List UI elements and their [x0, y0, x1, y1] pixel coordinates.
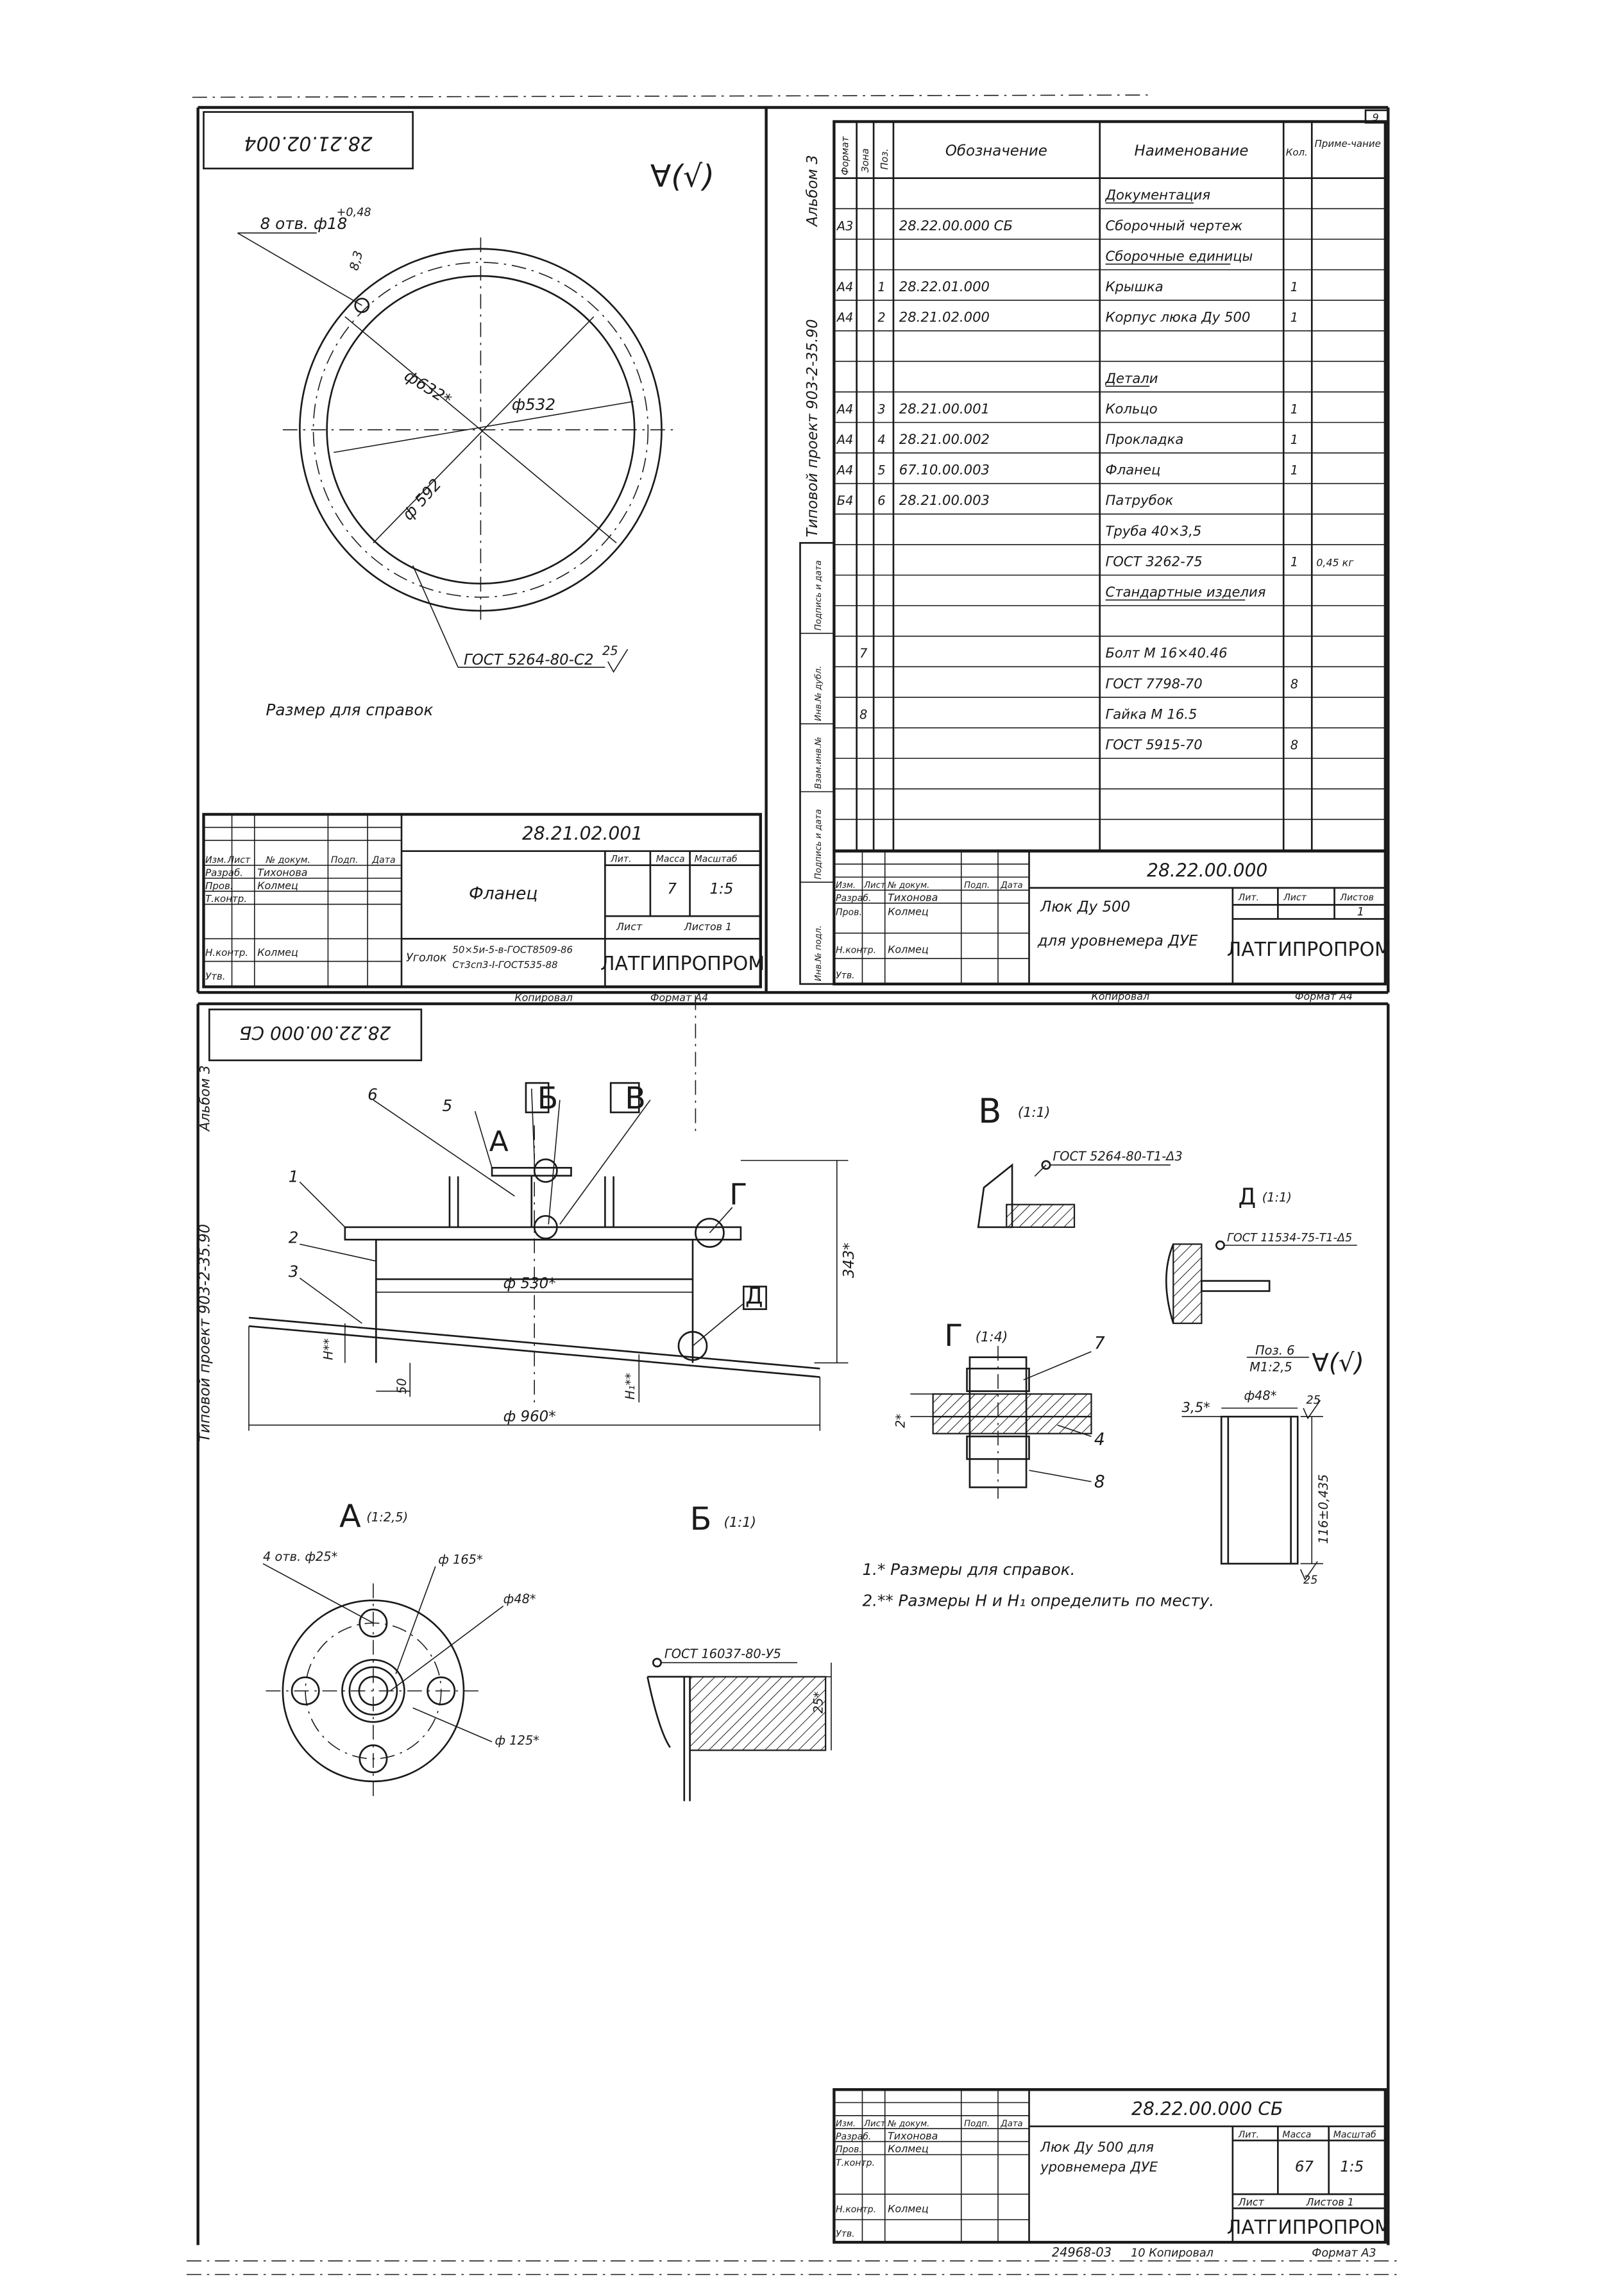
header-lit: Лит.: [611, 854, 632, 865]
spec-header-note: Приме-чание: [1314, 138, 1381, 150]
asm-people-role-1: Разраб.: [836, 2131, 872, 2142]
spec-doc-code: 28.22.00.000: [1147, 860, 1268, 881]
asm-scale-value: 1:5: [1340, 2159, 1364, 2176]
spec-cell-pos: 2: [877, 310, 886, 325]
material-label: Уголок: [406, 951, 447, 965]
leader-1: 1: [288, 1167, 299, 1186]
holes-tolerance: +0,48: [336, 206, 371, 219]
leader-B: Б: [537, 1080, 559, 1116]
spec-cell-qty: 1: [1290, 432, 1299, 447]
people-role-2: Пров.: [205, 880, 233, 892]
spec-cell-name: Патрубок: [1105, 492, 1174, 509]
people-name-0: Лист: [227, 855, 251, 866]
spec-cell-name: Кольцо: [1105, 400, 1158, 417]
spec-people-role-1: Разраб.: [836, 893, 872, 904]
spec-people-role-2: Пров.: [836, 907, 862, 918]
view-A-scale: (1:2,5): [366, 1509, 409, 1525]
view-G-title: Г: [944, 1318, 963, 1354]
view-D-title: Д: [1238, 1184, 1256, 1211]
flange-part-name: Фланец: [468, 883, 538, 904]
asm-people-name-4: Колмец: [888, 2202, 929, 2215]
asm-people-role-3: Т.контр.: [836, 2158, 875, 2169]
spec-sheet-value: 1: [1357, 906, 1365, 919]
spec-cell-fmt: Б4: [836, 493, 854, 509]
asm-people-name-2: Колмец: [888, 2143, 929, 2156]
specification-panel: [800, 110, 1388, 984]
spec-cell-name: Гайка М 16.5: [1105, 706, 1197, 722]
people-name-1: Тихонова: [257, 866, 308, 879]
a-125: ф 125*: [495, 1733, 539, 1748]
spec-people-role-4: Н.контр.: [836, 945, 877, 956]
header-mass: Масса: [656, 854, 685, 865]
leader-V: В: [625, 1080, 646, 1116]
asm-header-mass: Масса: [1282, 2130, 1312, 2141]
spec-people-sign-0: Подп.: [964, 880, 990, 890]
people-role-0: Изм.: [205, 855, 227, 866]
leader-5: 5: [442, 1096, 453, 1116]
asm-header-lit: Лит.: [1238, 2130, 1260, 2141]
spec-cell-name: ГОСТ 7798-70: [1105, 675, 1203, 692]
spec-header-lit: Лит.: [1238, 892, 1260, 903]
view-B-scale: (1:1): [723, 1514, 757, 1531]
g-pos-8: 8: [1094, 1472, 1105, 1492]
flange-detail-panel: [203, 112, 765, 1004]
pos6-diameter: ф48*: [1244, 1388, 1277, 1403]
assembly-side-project: Типовой проект 903-2-35.90: [196, 1223, 214, 1442]
b-dim: 25*: [811, 1691, 826, 1714]
pos6-25a: 25: [1306, 1393, 1321, 1407]
material-top: 50×5и-5-в-ГОСТ8509-86: [452, 944, 573, 956]
spec-format: Формат А4: [1294, 990, 1353, 1003]
spec-cell-des: 28.22.01.000: [899, 278, 990, 294]
spec-cell-name: Сборочные единицы: [1105, 248, 1253, 264]
leader-G: Г: [729, 1177, 748, 1212]
holes-label: 8 отв. ф18: [260, 214, 348, 234]
pos6-25b: 25: [1303, 1574, 1318, 1587]
dim-343: 343*: [841, 1243, 858, 1279]
weld-V: ГОСТ 5264-80-Т1-Δ3: [1053, 1148, 1183, 1164]
spec-people-doc-0: № докум.: [888, 880, 930, 890]
spec-cell-zone: 8: [859, 707, 868, 722]
asm-doc-code: 28.22.00.000 СБ: [1131, 2098, 1283, 2120]
asm-header-scale: Масштаб: [1333, 2130, 1376, 2141]
spec-header-sheets: Листов: [1340, 892, 1374, 903]
asm-footer-format: Формат А3: [1312, 2247, 1376, 2260]
spec-cell-pos: 6: [877, 493, 886, 509]
spec-cell-fmt: А3: [836, 218, 854, 234]
view-D-scale: (1:1): [1262, 1190, 1292, 1205]
angle-note: 8,3: [346, 249, 366, 273]
asm-people-role-4: Н.контр.: [836, 2204, 877, 2215]
spec-cell-name: ГОСТ 3262-75: [1105, 553, 1203, 570]
asm-company: ЛАТГИПРОПРОМ: [1226, 2216, 1392, 2240]
view-V: [978, 1161, 1171, 1227]
spec-cell-fmt: А4: [836, 279, 854, 294]
material-bottom: Ст3сп3-I-ГОСТ535-88: [452, 959, 558, 971]
spec-cell-qty: 1: [1290, 554, 1299, 570]
dim-532: ф532: [511, 395, 556, 414]
spec-header-sheet: Лист: [1283, 892, 1307, 903]
people-name-4: Колмец: [257, 946, 298, 958]
asm-title-line1: Люк Ду 500 для: [1040, 2139, 1154, 2156]
spec-cell-name: Сборочный чертеж: [1105, 217, 1243, 234]
dim-H1: H₁**: [623, 1373, 638, 1400]
dim-50: 50: [394, 1378, 410, 1394]
dim-530: ф 530*: [503, 1275, 556, 1293]
spec-cell-des: 28.22.00.000 СБ: [899, 217, 1013, 234]
leader-6: 6: [368, 1085, 378, 1104]
spec-cell-des: 28.21.00.002: [899, 430, 990, 447]
spec-cell-qty: 8: [1290, 676, 1299, 692]
header-scale: Масштаб: [694, 854, 738, 865]
asm-people-role-0: Изм.: [836, 2119, 856, 2129]
spec-cell-des: 28.21.02.000: [899, 309, 990, 325]
asm-people-date-0: Дата: [1001, 2119, 1023, 2129]
view-B: [647, 1659, 831, 1801]
view-V-title: В: [978, 1091, 1002, 1131]
spec-cell-qty: 1: [1290, 402, 1299, 417]
spec-people-date-0: Дата: [1001, 880, 1023, 890]
spec-copied: Копировал: [1091, 990, 1150, 1003]
copied-label: Копировал: [514, 991, 573, 1004]
spec-side-cell-1: Подпись и дата: [814, 809, 824, 880]
spec-cell-name: Труба 40×3,5: [1105, 522, 1202, 539]
spec-header-pos: Поз.: [879, 148, 891, 170]
a-48: ф48*: [503, 1592, 536, 1607]
spec-cell-name: Крышка: [1105, 278, 1163, 294]
view-B-title: Б: [689, 1500, 712, 1538]
spec-company: ЛАТГИПРОПРОМ: [1226, 938, 1392, 961]
format-label: Формат А4: [650, 991, 709, 1004]
spec-cell-fmt: А4: [836, 310, 854, 325]
spec-cell-des: 28.21.00.001: [899, 400, 990, 417]
spec-cell-fmt: А4: [836, 432, 854, 447]
spec-title-line1: Люк Ду 500: [1040, 899, 1131, 916]
assembly-stamp: 28.22.00.000 СБ: [239, 1021, 391, 1043]
flange-ring-drawing: [237, 233, 679, 667]
asm-people-role-5: Утв.: [836, 2229, 855, 2240]
view-G-scale: (1:4): [975, 1328, 1008, 1345]
asm-footer-num: 24968-03: [1051, 2245, 1112, 2260]
note-1: 1.* Размеры для справок.: [862, 1560, 1076, 1579]
asm-header-sheet: Лист: [1238, 2195, 1264, 2208]
spec-cell-zone: 7: [859, 646, 868, 661]
leader-3: 3: [288, 1262, 299, 1281]
spec-people-role-0: Изм.: [836, 880, 856, 890]
spec-side-project: Типовой проект 903-2-35.90: [804, 319, 821, 538]
spec-people-name-4: Колмец: [888, 943, 929, 956]
asm-header-sheets: Листов 1: [1306, 2195, 1354, 2208]
spec-title-line2: для уровнемера ДУЕ: [1037, 932, 1198, 949]
asm-people-name-1: Тихонова: [888, 2129, 938, 2142]
view-V-scale: (1:1): [1017, 1104, 1051, 1121]
spec-side-cell-0: Инв.№ подл.: [814, 925, 824, 982]
dim-632: ф632*: [401, 366, 455, 409]
spec-cell-name: Документация: [1105, 187, 1211, 203]
dim-H: H**: [321, 1338, 336, 1361]
spec-cell-pos: 1: [877, 279, 886, 294]
spec-cell-qty: 1: [1290, 463, 1299, 478]
asm-people-sign-0: Подп.: [964, 2119, 990, 2129]
header-sheet: Лист: [616, 921, 643, 933]
asm-title-line2: уровнемера ДУЕ: [1040, 2159, 1158, 2175]
a-165: ф 165*: [438, 1552, 483, 1567]
spec-people-name-1: Тихонова: [888, 891, 938, 904]
view-G: [910, 1346, 1091, 1499]
leader-2: 2: [288, 1228, 299, 1247]
spec-cell-name: Болт М 16×40.46: [1105, 645, 1228, 661]
spec-cell-pos: 5: [877, 463, 886, 478]
spec-corner-page: 9: [1372, 111, 1379, 124]
asm-people-name-0: Лист: [864, 2119, 886, 2129]
stamp-code: 28.21.02.004: [244, 132, 373, 155]
pos6-scale: М1:2,5: [1249, 1359, 1292, 1375]
leader-A: А: [489, 1125, 509, 1158]
spec-cell-name: Стандартные изделия: [1105, 584, 1266, 600]
assembly-side-album: Альбом 3: [196, 1065, 213, 1132]
spec-side-album: Альбом 3: [804, 155, 821, 226]
spec-cell-qty: 1: [1290, 279, 1299, 294]
a-holes: 4 отв. ф25*: [263, 1549, 338, 1565]
pos6-length: 116±0,435: [1315, 1474, 1331, 1544]
asm-people-doc-0: № докум.: [888, 2119, 930, 2129]
spec-header-designation: Обозначение: [945, 142, 1047, 160]
spec-cell-des: 28.21.00.003: [899, 492, 990, 509]
note-2: 2.** Размеры Н и Н₁ определить по месту.: [862, 1591, 1215, 1610]
pos6-title: Поз. 6: [1255, 1343, 1295, 1358]
main-section-view: [249, 1080, 848, 1431]
spec-rows: [836, 187, 1354, 753]
spec-cell-qty: 1: [1290, 310, 1299, 325]
weld-B: ГОСТ 16037-80-У5: [664, 1646, 781, 1662]
dim-592: ф 592: [398, 475, 445, 524]
flange-doc-code: 28.21.02.001: [521, 823, 643, 845]
spec-cell-name: Прокладка: [1105, 430, 1184, 447]
weld-number: 25: [602, 643, 618, 658]
spec-cell-name: Детали: [1105, 370, 1158, 386]
spec-cell-des: 67.10.00.003: [899, 461, 990, 478]
spec-cell-name: Корпус люка Ду 500: [1105, 309, 1251, 325]
spec-people-name-0: Лист: [864, 880, 886, 890]
spec-side-cell-4: Подпись и дата: [814, 560, 824, 631]
spec-cell-name: ГОСТ 5915-70: [1105, 736, 1203, 753]
spec-cell-fmt: А4: [836, 463, 854, 478]
people-role-3: Т.контр.: [205, 893, 247, 905]
people-name-2: Колмец: [257, 879, 298, 892]
weld-D: ГОСТ 11534-75-Т1-Δ5: [1227, 1231, 1353, 1245]
assembly-panel: [196, 1010, 1391, 2260]
weld-note: ГОСТ 5264-80-С2: [463, 651, 594, 668]
people-role-5: Утв.: [205, 970, 226, 982]
spec-cell-pos: 4: [877, 432, 886, 447]
spec-side-cell-2: Взам.инв.№: [814, 736, 824, 789]
spec-cell-name: Фланец: [1105, 461, 1161, 478]
asm-mass-value: 67: [1294, 2159, 1314, 2176]
spec-header-format: Формат: [839, 136, 851, 176]
spec-side-cell-3: Инв.№ дубл.: [814, 665, 824, 721]
leader-D: Д: [745, 1282, 763, 1309]
spec-header-name: Наименование: [1134, 142, 1249, 160]
reference-note: Размер для справок: [266, 701, 434, 720]
dim-960: ф 960*: [503, 1408, 556, 1425]
pos6-35: 3,5*: [1181, 1399, 1210, 1416]
asm-people-role-2: Пров.: [836, 2145, 862, 2156]
mass-value: 7: [667, 880, 677, 897]
pos6-roughness: ∀(√): [1312, 1348, 1364, 1378]
people-role-1: Разраб.: [205, 867, 243, 879]
spec-people-role-5: Утв.: [836, 971, 855, 982]
people-role-4: Н.контр.: [205, 946, 249, 958]
people-date-0: Дата: [372, 855, 396, 866]
spec-cell-note: 0,45 кг: [1316, 556, 1354, 569]
roughness-mark: ∀(√): [650, 158, 715, 194]
g-pos-4: 4: [1094, 1429, 1105, 1450]
view-A-title: А: [339, 1497, 361, 1535]
spec-cell-pos: 3: [877, 402, 886, 417]
people-sign-0: Подп.: [330, 855, 359, 866]
spec-header-zone: Зона: [859, 148, 872, 173]
people-doc-0: № докум.: [266, 855, 310, 866]
spec-header-qty: Кол.: [1285, 146, 1308, 158]
spec-cell-fmt: А4: [836, 402, 854, 417]
asm-footer-copied: 10 Копировал: [1131, 2247, 1214, 2260]
header-sheets: Листов 1: [684, 921, 732, 933]
g-pos-7: 7: [1094, 1333, 1105, 1354]
g-dim-2: 2*: [893, 1413, 908, 1428]
scale-value: 1:5: [709, 880, 734, 897]
view-A: [263, 1563, 503, 1798]
view-D: [1166, 1241, 1357, 1323]
company-name: ЛАТГИПРОПРОМ: [600, 952, 765, 975]
spec-cell-qty: 8: [1290, 738, 1299, 753]
spec-people-name-2: Колмец: [888, 905, 929, 918]
